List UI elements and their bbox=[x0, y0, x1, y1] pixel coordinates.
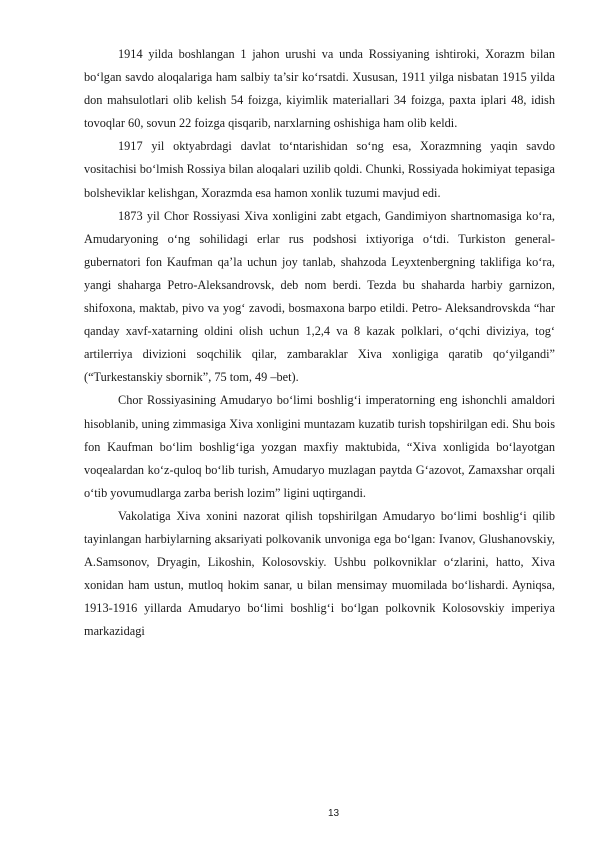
paragraph-petro-aleksandrovsk: 1873 yil Chor Rossiyasi Xiva xonligini zabt etgach, Gandimiyon shartnomasiga ko‘ra, Amudaryoning o‘ng sohilidagi erlar rus podshosi ixtiyoriga o‘tdi. Turkiston general- gubernatori fon Kaufman qa’la uchun joy tanlab, shahzoda Leyxtenbergning taklifiga ko‘ra, yangi shaharga Petro-Aleksandrovsk, deb nom berdi. Tezda bu shaharda harbiy garnizon, shifoxona, maktab, pivo va yog‘ zavodi, bosmaxona barpo etildi. Petro- Aleksandrovskda “har qanday xavf-xatarning oldini olish uchun 1,2,4 va 8 kazak polklari, o‘qchi diviziya, tog‘ artilerriya divizioni soqchilik qilar, zambaraklar Xiva xonligiga qaratib qo‘yilgandi” (“Turkestanskiy sbornik”, 75 tom, 49 –bet). bbox=[84, 208, 555, 385]
page-number: 13 bbox=[327, 808, 340, 819]
body-text bbox=[84, 43, 555, 643]
paragraph-world-war-trade: 1914 yilda boshlangan 1 jahon urushi va unda Rossiyaning ishtiroki, Xorazm bilan bo‘lgan savdo aloqalariga ham salbiy ta’sir ko‘rsatdi. Xususan, 1911 yilga nisbatan 1915 yilda don mahsulotlari olib kelish 54 foizga, kiyimlik materiallari 34 foizga, paxta iplari 48, idish tovoqlar 60, sovun 22 foizga qisqarib, narxlarning oshishiga ham olib keldi. bbox=[84, 47, 555, 131]
paragraph-colonels: Vakolatiga Xiva xonini nazorat qilish topshirilgan Amudaryo bo‘limi boshlig‘i qilib tayinlangan harbiylarning aksariyati polkovanik unvoniga ega bo‘lgan: Ivanov, Glushanovskiy, A.Samsonov, Dryagin, Likoshin, Kolosovskiy. Ushbu polkovniklar o‘zlarini, hatto, Xiva xonidan ham ustun, mutloq hokim sanar, u bilan mensimay muomilada bo‘lishardi. Ayniqsa, 1913-1916 yillarda Amudaryo bo‘limi boshlig‘i bo‘lgan polkovnik Kolosovskiy imperiya markazidagi bbox=[84, 508, 555, 639]
paragraph-amudarya-department-head: Chor Rossiyasining Amudaryo bo‘limi boshlig‘i imperatorning eng ishonchli amaldori hisoblanib, uning zimmasiga Xiva xonligini muntazam kuzatib turish topshirilgan edi. Shu bois fon Kaufman bo‘lim boshlig‘iga yozgan maxfiy maktubida, “Xiva xonligida bo‘layotgan voqealardan ko‘z-quloq bo‘lib turish, Amudaryo muzlagan paytda G‘azovot, Zamaxshar orqali o‘tib yovumudlarga zarba berish lozim” ligini uqtirgandi. bbox=[84, 393, 555, 500]
paragraph-1917-revolution: 1917 yil oktyabrdagi davlat to‘ntarishidan so‘ng esa, Xorazmning yaqin savdo vositachisi bo‘lmish Rossiya bilan aloqalari uzilib qoldi. Chunki, Rossiyada hokimiyat tepasiga bolsheviklar kelishgan, Xorazmda esa hamon xonlik tuzumi mavjud edi. bbox=[84, 139, 555, 200]
